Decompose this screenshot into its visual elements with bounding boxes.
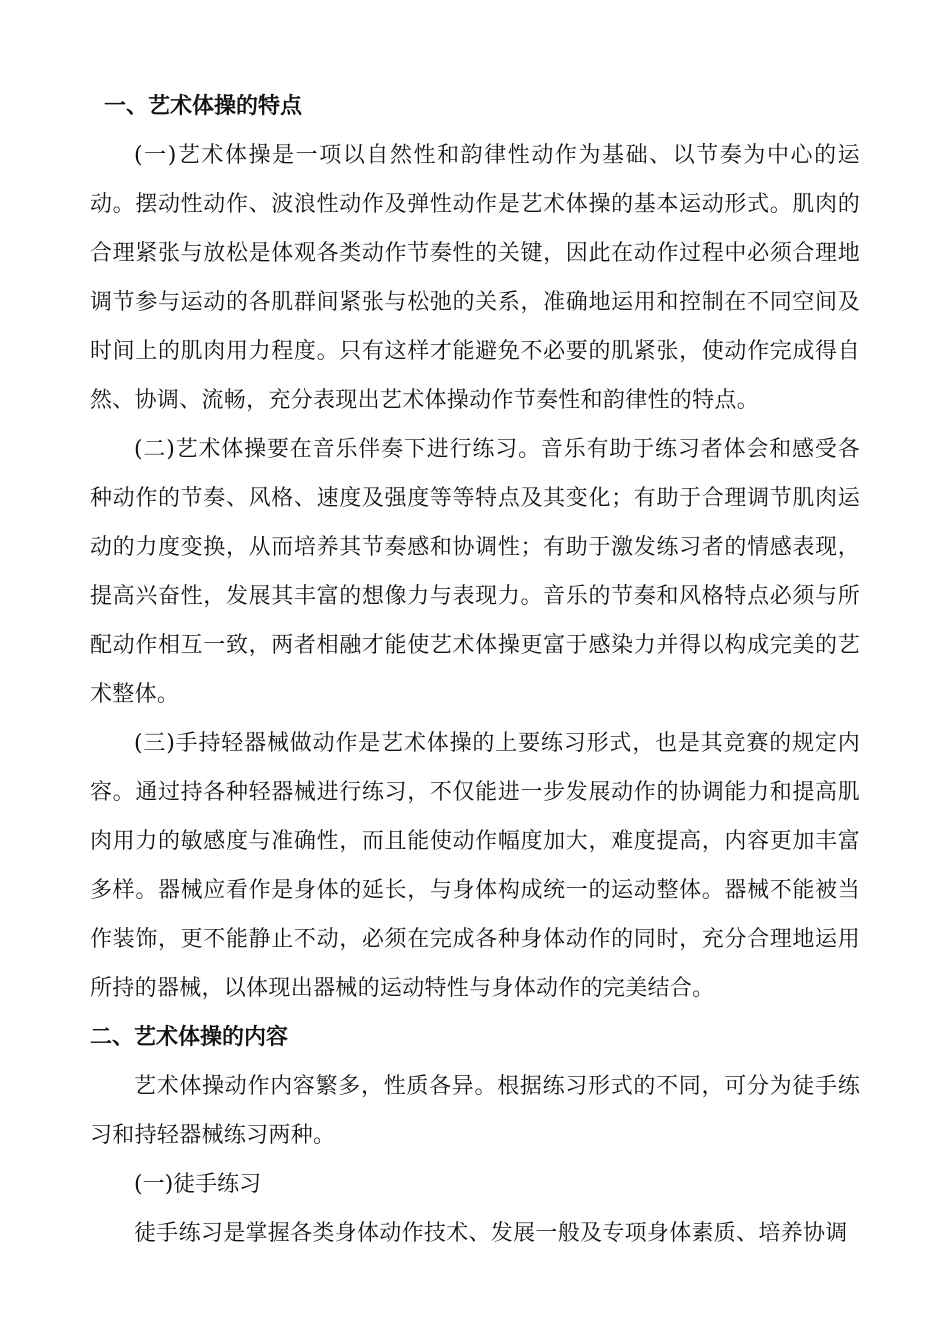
paragraph-3: (三)手持轻器械做动作是艺术体操的上要练习形式，也是其竞赛的规定内容。通过持各种轻器械进行练习，不仅能进一步发展动作的协调能力和提高肌肉用力的敏感度与准确性，而且能使动作幅度加大，难度提高，内容更加丰富多样。器械应看作是身体的延长，与身体构成统一的运动整体。器械不能被当作装饰，更不能静止不动，必须在完成各种身体动作的同时，充分合理地运用所持的器械，以体现出器械的运动特性与身体动作的完美结合。 (90, 731, 860, 1001)
section-2-heading: 二、艺术体操的内容 (90, 1024, 289, 1050)
paragraph-2: (二)艺术体操要在音乐伴奏下进行练习。音乐有助于练习者体会和感受各种动作的节奏、风格、速度及强度等等特点及其变化；有助于合理调节肌肉运动的力度变换，从而培养其节奏感和协调性；有助于激发练习者的情感表现，提高兴奋性，发展其丰富的想像力与表现力。音乐的节奏和风格特点必须与所配动作相互一致，两者相融才能使艺术体操更富于感染力并得以构成完美的艺术整体。 (90, 437, 860, 707)
paragraph-1: (一)艺术体操是一项以自然性和韵律性动作为基础、以节奏为中心的运动。摆动性动作、波浪性动作及弹性动作是艺术体操的基本运动形式。肌肉的合理紧张与放松是体观各类动作节奏性的关键，因此在动作过程中必须合理地调节参与运动的各肌群间紧张与松弛的关系，准确地运用和控制在不同空间及时间上的肌肉用力程度。只有这样才能避免不必要的肌紧张，使动作完成得自然、协调、流畅，充分表现出艺术体操动作节奏性和韵律性的特点。 (90, 143, 860, 413)
paragraph-4: 艺术体操动作内容繁多，性质各异。根据练习形式的不同，可分为徒手练习和持轻器械练习两种。 (90, 1074, 860, 1148)
paragraph-5: 徒手练习是掌握各类身体动作技术、发展一般及专项身体素质、培养协调 (134, 1221, 848, 1246)
section-1-heading: 一、艺术体操的特点 (104, 93, 303, 119)
document-page (90, 82, 860, 1258)
subsection-1-heading: (一)徒手练习 (134, 1172, 262, 1197)
